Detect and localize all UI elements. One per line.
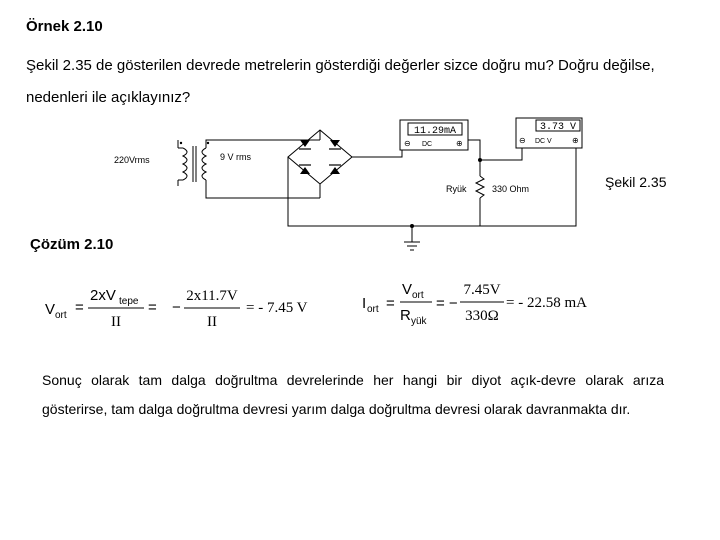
- voltmeter-reading: 3.73 V: [539, 122, 577, 133]
- solution-title: Çözüm 2.10: [30, 236, 114, 253]
- eq2-eq2: = −: [436, 295, 458, 312]
- eq2-lhs-sub: ort: [367, 304, 379, 315]
- eq1-frac1-den: II: [111, 314, 121, 330]
- eq2-lhs: I: [362, 295, 367, 312]
- eq1-eq2: =: [148, 299, 157, 316]
- equation-vort: [45, 287, 308, 330]
- figure-label: Şekil 2.35: [605, 174, 667, 190]
- eq2-eq: =: [386, 295, 395, 312]
- conclusion-text: Sonuç olarak tam dalga doğrultma devrelerinde her hangi bir diyot açık-devre olarak arıza gösterirse, tam dalga doğrultma devresi yarım dalga doğrultma devresi olarak davranmakta dır.: [42, 372, 664, 417]
- eq2-frac1-den: R: [400, 307, 411, 324]
- equations: [0, 270, 720, 340]
- eq2-frac2-num: 7.45V: [463, 282, 501, 298]
- equation-iort: [362, 281, 587, 327]
- eq1-frac2-den: II: [207, 314, 217, 330]
- ammeter-minus: ⊖: [404, 139, 411, 148]
- eq1-minus: −: [172, 299, 181, 316]
- load-value-label: 330 Ohm: [492, 184, 530, 194]
- ammeter-plus: ⊕: [456, 139, 463, 148]
- eq1-eq: =: [75, 299, 84, 316]
- ammeter-reading: 11.29mA: [413, 126, 457, 137]
- eq1-result: = - 7.45 V: [246, 300, 308, 316]
- voltmeter-plus: ⊕: [572, 136, 579, 145]
- question-text: Şekil 2.35 de gösterilen devrede metrelerin gösterdiği değerler sizce doğru mu? Doğru değilse, nedenleri ile açıklayınız?: [26, 57, 655, 106]
- example-title: Örnek 2.10: [26, 18, 103, 35]
- ammeter: [400, 120, 468, 150]
- secondary-coil: [202, 148, 206, 180]
- eq1-lhs: V: [45, 301, 56, 318]
- eq1-frac1-num: 2xV: [90, 287, 116, 304]
- secondary-voltage-label: 9 V rms: [220, 152, 252, 162]
- source-voltage-label: 220Vrms: [114, 155, 150, 165]
- eq2-frac1-num: V: [402, 281, 413, 298]
- eq1-frac1-num-sub: tepe: [119, 296, 139, 307]
- eq2-frac2-den: 330Ω: [465, 308, 499, 324]
- eq2-result: = - 22.58 mA: [506, 295, 587, 311]
- eq1-frac2-num: 2x11.7V: [186, 288, 238, 304]
- voltmeter-minus: ⊖: [519, 136, 526, 145]
- voltmeter: [516, 118, 582, 148]
- load-name-label: Ryük: [446, 184, 467, 194]
- ammeter-mode: DC: [422, 141, 433, 148]
- primary-coil: [183, 148, 187, 180]
- voltmeter-mode: DC V: [535, 138, 552, 145]
- eq2-frac1-num-sub: ort: [412, 290, 424, 301]
- eq2-frac1-den-sub: yük: [411, 316, 427, 327]
- eq1-lhs-sub: ort: [55, 310, 67, 321]
